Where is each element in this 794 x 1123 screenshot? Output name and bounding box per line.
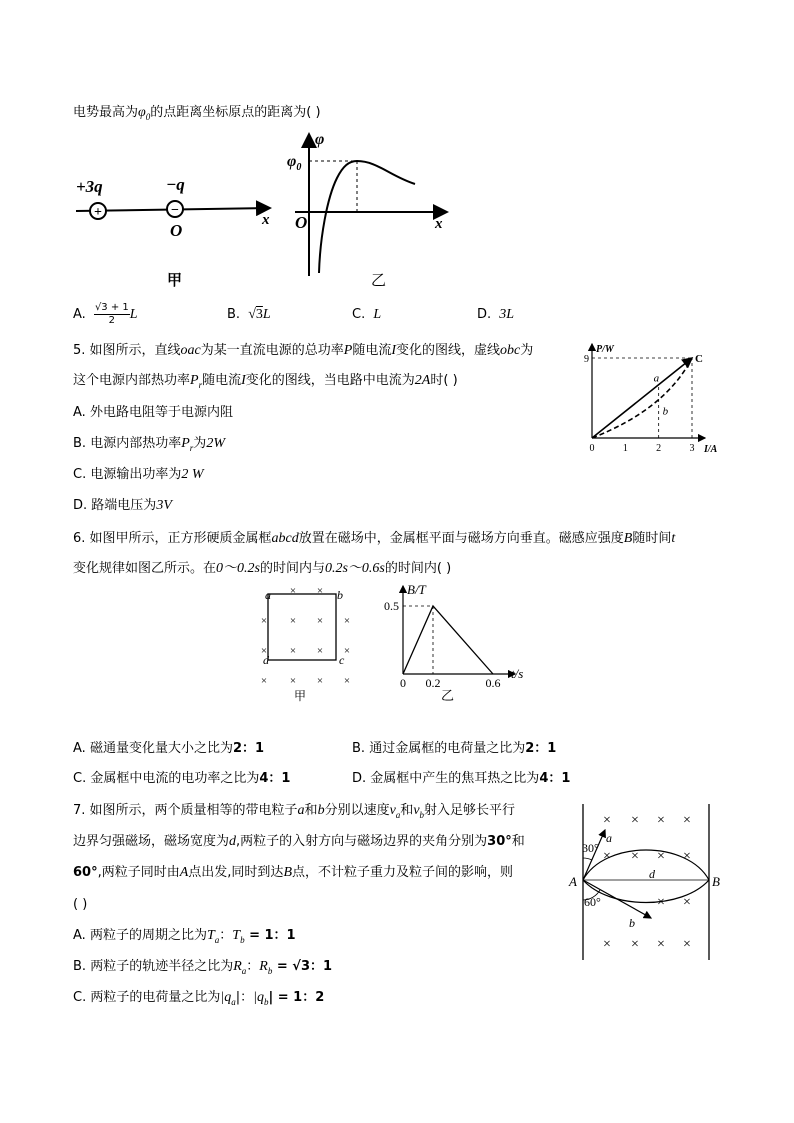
q4-figure-yi bbox=[285, 128, 455, 293]
label-a: a bbox=[606, 831, 612, 845]
field-cross: × bbox=[260, 615, 268, 627]
field-cross: × bbox=[683, 849, 691, 864]
caption-jia-q6: 甲 bbox=[294, 689, 307, 703]
q5-x-tick: 3 bbox=[689, 443, 695, 454]
q6-stem-line1: 6. 如图甲所示，正方形硬质金属框abcd放置在磁场中，金属框平面与磁场方向垂直。磁感应强度B随时间t bbox=[73, 531, 676, 546]
phi0-label: $\varphi_0$ bbox=[287, 153, 302, 173]
q5-x-tick: 0 bbox=[589, 443, 595, 454]
q6-y-tick: 0.5 bbox=[384, 599, 399, 613]
field-cross: × bbox=[289, 645, 297, 657]
q5-stem-line1: 5. 如图所示，直线oac为某一直流电源的总功率P随电流I变化的图线，虚线obc为 bbox=[73, 343, 534, 358]
field-cross: × bbox=[631, 937, 639, 952]
q6-x-tick: 0.2 bbox=[425, 676, 441, 690]
q5-point-a: a bbox=[653, 372, 660, 385]
q5-x-tick: 1 bbox=[622, 443, 628, 454]
charge-pos-label: +3q bbox=[76, 177, 103, 196]
field-cross: × bbox=[260, 645, 268, 657]
angle-60-label: 60° bbox=[584, 895, 601, 909]
q4-option-b[interactable]: B. √3L bbox=[227, 307, 271, 322]
field-cross: × bbox=[316, 645, 324, 657]
q7-field-figure bbox=[565, 800, 725, 965]
x-axis-label: x bbox=[262, 212, 270, 228]
field-cross: × bbox=[657, 937, 665, 952]
field-cross: × bbox=[343, 615, 351, 627]
corner-b: b bbox=[337, 588, 343, 602]
field-cross: × bbox=[657, 849, 665, 864]
q6-stem-line2: 变化规律如图乙所示。在0～0.2s的时间内与0.2s～0.6s的时间内( ) bbox=[73, 561, 452, 576]
field-cross: × bbox=[683, 813, 691, 828]
q4-stem: 电势最高为$\varphi_0$的点距离坐标原点的距离为( ) bbox=[73, 105, 321, 122]
q5-point-c: C bbox=[695, 353, 703, 365]
field-cross: × bbox=[316, 615, 324, 627]
q7-stem-line1: 7. 如图所示，两个质量相等的带电粒子a和b分别以速度$v_a$和$v_b$射入足够长平行 bbox=[73, 803, 516, 820]
q5-y-tick: 9 bbox=[584, 354, 589, 365]
q5-power-chart bbox=[580, 340, 730, 460]
q4-option-c[interactable]: C. L bbox=[352, 307, 382, 322]
q7-option-c[interactable]: C. 两粒子的电荷量之比为$|q_a|$：$|q_b| = 1$：2 bbox=[73, 990, 325, 1007]
label-b: b bbox=[629, 916, 635, 930]
q6-figure-jia bbox=[250, 582, 360, 702]
field-cross: × bbox=[631, 813, 639, 828]
q4-figure-jia bbox=[70, 170, 290, 290]
field-cross: × bbox=[603, 937, 611, 952]
caption-jia: 甲 bbox=[167, 271, 183, 289]
field-cross: × bbox=[289, 615, 297, 627]
field-cross: × bbox=[260, 675, 268, 687]
q6-option-b[interactable]: B. 通过金属框的电荷量之比为2：1 bbox=[352, 741, 557, 756]
field-cross: × bbox=[683, 895, 691, 910]
q7-option-a[interactable]: A. 两粒子的周期之比为$T_a$：$T_b = 1$：1 bbox=[73, 928, 296, 945]
q6-option-d[interactable]: D. 金属框中产生的焦耳热之比为4：1 bbox=[352, 771, 571, 786]
svg-text:+: + bbox=[94, 205, 102, 220]
q5-point-b: b bbox=[662, 405, 669, 418]
field-cross: × bbox=[289, 585, 297, 597]
q6-option-a[interactable]: A. 磁通量变化量大小之比为2：1 bbox=[73, 741, 265, 756]
q4-option-a[interactable]: A. $\frac{√3 + 1}{2}$ L bbox=[73, 302, 138, 326]
phi-axis-label: φ bbox=[315, 131, 325, 148]
q5-option-a[interactable]: A. 外电路电阻等于电源内阻 bbox=[73, 405, 233, 420]
field-cross: × bbox=[603, 813, 611, 828]
q5-option-b[interactable]: B. 电源内部热功率$P_r$为2W bbox=[73, 436, 225, 453]
velocity-a-arrow bbox=[583, 830, 605, 880]
positive-charge bbox=[90, 203, 106, 220]
field-cross: × bbox=[343, 675, 351, 687]
field-cross: × bbox=[603, 849, 611, 864]
q4-option-d[interactable]: D. 3L bbox=[477, 307, 515, 322]
angle-30-label: 30° bbox=[582, 841, 599, 855]
q7-stem-line4: ( ) bbox=[73, 897, 88, 912]
caption-yi-q6: 乙 bbox=[441, 689, 455, 704]
caption-yi: 乙 bbox=[371, 271, 387, 289]
x-axis-label-yi: x bbox=[435, 216, 443, 232]
corner-d: d bbox=[263, 653, 269, 667]
field-cross: × bbox=[657, 895, 665, 910]
field-cross: × bbox=[683, 937, 691, 952]
q5-ylabel: P/W bbox=[596, 344, 614, 355]
field-cross: × bbox=[631, 849, 639, 864]
q5-stem-line2: 这个电源内部热功率$P_r$随电流I变化的图线，当电路中电流为2A时( ) bbox=[73, 373, 458, 390]
phi-zero: $\varphi_0$ bbox=[138, 105, 151, 122]
q6-b-chart bbox=[375, 582, 540, 702]
point-A: A bbox=[569, 874, 577, 889]
width-label-d: d bbox=[649, 867, 655, 881]
q6-option-c[interactable]: C. 金属框中电流的电功率之比为4：1 bbox=[73, 771, 291, 786]
negative-charge bbox=[167, 201, 183, 218]
q7-stem-line2: 边界匀强磁场，磁场宽度为d,两粒子的入射方向与磁场边界的夹角分别为30°和 bbox=[73, 834, 525, 849]
field-cross: × bbox=[289, 675, 297, 687]
origin-label-yi: O bbox=[295, 213, 308, 232]
q7-stem-line3: 60°,两粒子同时由A点出发,同时到达B点，不计粒子重力及粒子间的影响，则 bbox=[73, 865, 514, 880]
q6-x-tick: 0.6 bbox=[485, 676, 501, 690]
q6-b-line bbox=[403, 606, 493, 674]
charge-neg-label: −q bbox=[166, 175, 185, 194]
q5-series-oac bbox=[592, 358, 692, 438]
svg-text:−: − bbox=[171, 203, 179, 218]
field-cross: × bbox=[343, 645, 351, 657]
q5-option-d[interactable]: D. 路端电压为3V bbox=[73, 498, 172, 513]
q6-x-tick: 0 bbox=[400, 676, 406, 690]
q5-xlabel: I/A bbox=[704, 444, 718, 455]
field-cross: × bbox=[316, 675, 324, 687]
q5-x-tick: 2 bbox=[656, 443, 662, 454]
point-B: B bbox=[712, 874, 720, 889]
q6-ylabel: B/T bbox=[407, 582, 426, 597]
corner-a: a bbox=[265, 588, 271, 602]
origin-label: O bbox=[170, 221, 183, 240]
q7-option-b[interactable]: B. 两粒子的轨迹半径之比为$R_a$：$R_b = √3$：1 bbox=[73, 959, 333, 976]
q6-xlabel: t/s bbox=[511, 666, 524, 681]
q5-option-c[interactable]: C. 电源输出功率为2 W bbox=[73, 467, 204, 482]
field-cross: × bbox=[657, 813, 665, 828]
field-cross: × bbox=[316, 585, 324, 597]
corner-c: c bbox=[339, 653, 345, 667]
